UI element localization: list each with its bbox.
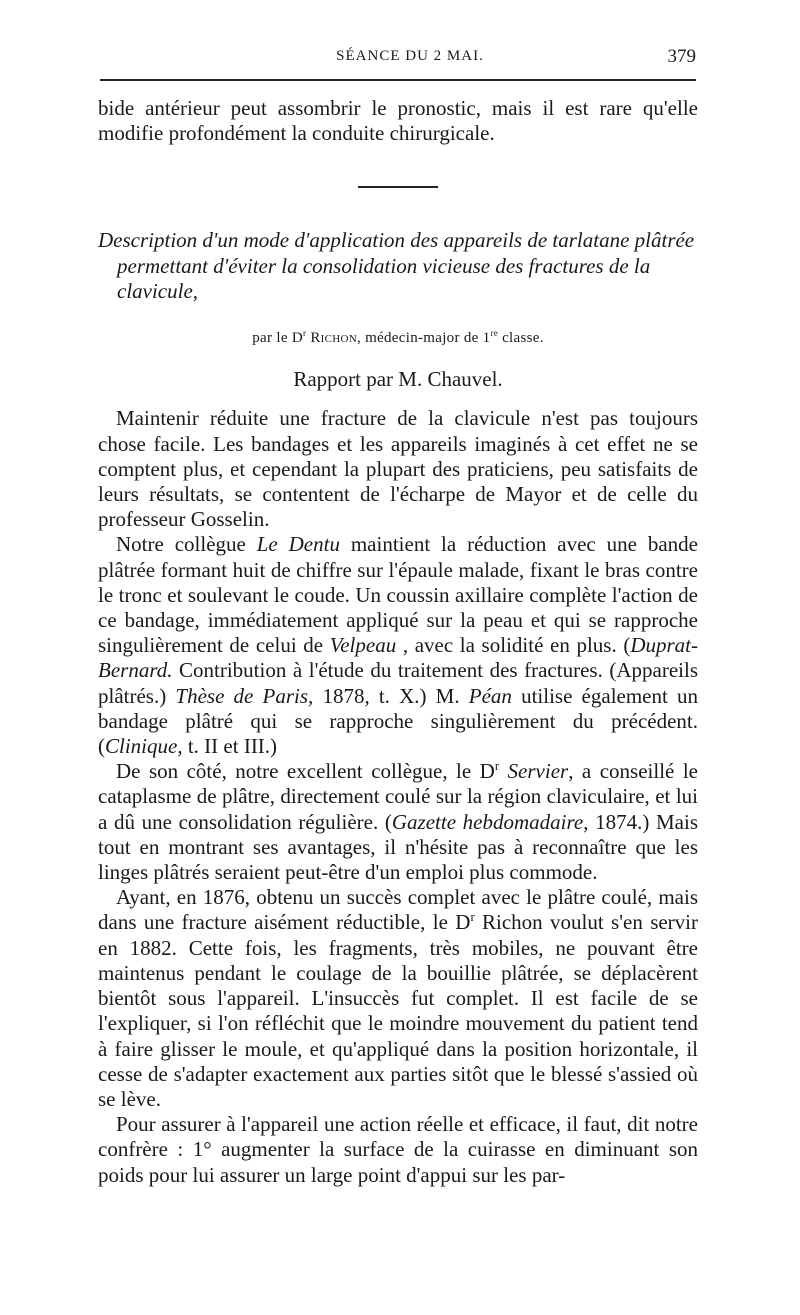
page-number: 379 (667, 46, 696, 67)
paragraph-5: Pour assurer à l'appareil une action réelle et efficace, il faut, dit notre confrère : 1° augmenter la surface de la cuirasse en diminuant son poids pour lui assurer un large point d'appui sur les par- (98, 1112, 698, 1187)
page-header (0, 44, 800, 74)
article-title: Description d'un mode d'application des appareils de tarlatane plâtrée permettant d'éviter la consolidation vicieuse des fractures de la clavicule, (98, 228, 695, 303)
paragraph-2: Notre collègue Le Dentu maintient la réduction avec une bande plâtrée formant huit de chiffre sur l'épaule malade, fixant le bras contre le tronc et soulevant le coude. Un coussin axillaire complète l'action de ce bandage, immédiatement appliqué sur la peau et qui se rapproche singulièrement de celui de Velpeau , avec la solidité en plus. (Duprat-Bernard. Contribution à l'étude du traitement des fractures. (Appareils plâtrés.) Thèse de Paris, 1878, t. X.) M. Péan utilise également un bandage plâtré qui se rapproche singulièrement du précédent. (Clinique, t. II et III.) (98, 532, 698, 759)
author-name: Richon (310, 330, 357, 347)
running-head: SÉANCE DU 2 MAI. (336, 48, 484, 64)
paragraph-1: Maintenir réduite une fracture de la clavicule n'est pas toujours chose facile. Les bandages et les appareils imaginés à cet effet ne se comptent plus, et cependant la plupart des praticiens, peu satisfaits de leurs résultats, se contentent de l'écharpe de Mayor et de celle du professeur Gosselin. (98, 406, 698, 532)
page-body (98, 96, 698, 1188)
continued-paragraph: bide antérieur peut assombrir le pronostic, mais il est rare qu'elle modifie profondément la conduite chirurgicale. (98, 96, 698, 146)
section-separator (358, 186, 438, 188)
paragraph-3: De son côté, notre excellent collègue, le $D^r$ Servier, a conseillé le cataplasme de plâtre, directement coulé sur la région claviculaire, et lui a dû une consolidation régulière. (Gazette hebdomadaire, 1874.) Mais tout en montrant ses avantages, il n'hésite pas à reconnaître que les linges plâtrés seraient peut-être d'un emploi plus commode. (98, 759, 699, 885)
paragraph-4: Ayant, en 1876, obtenu un succès complet avec le plâtre coulé, mais dans une fracture aisément réductible, le $D^r$ Richon voulut s'en servir en 1882. Cette fois, les fragments, très mobiles, ne pouvant être maintenus pendant le coulage de la bouillie plâtrée, se déplacèrent bientôt sous l'appareil. L'insuccès fut complet. Il est facile de se l'expliquer, si l'on réfléchit que le moindre mouvement du patient tend à faire glisser le moule, et qu'appliqué dans la position horizontale, il cesse de s'adapter exactement aux parties sitôt que le blessé s'assied où se lève. (98, 885, 699, 1111)
author-byline: par le $D^r$ Richon, médecin-major de 1re classe. (252, 328, 544, 347)
report-heading: Rapport par M. Chauvel. (293, 367, 503, 392)
header-rule (100, 79, 696, 81)
